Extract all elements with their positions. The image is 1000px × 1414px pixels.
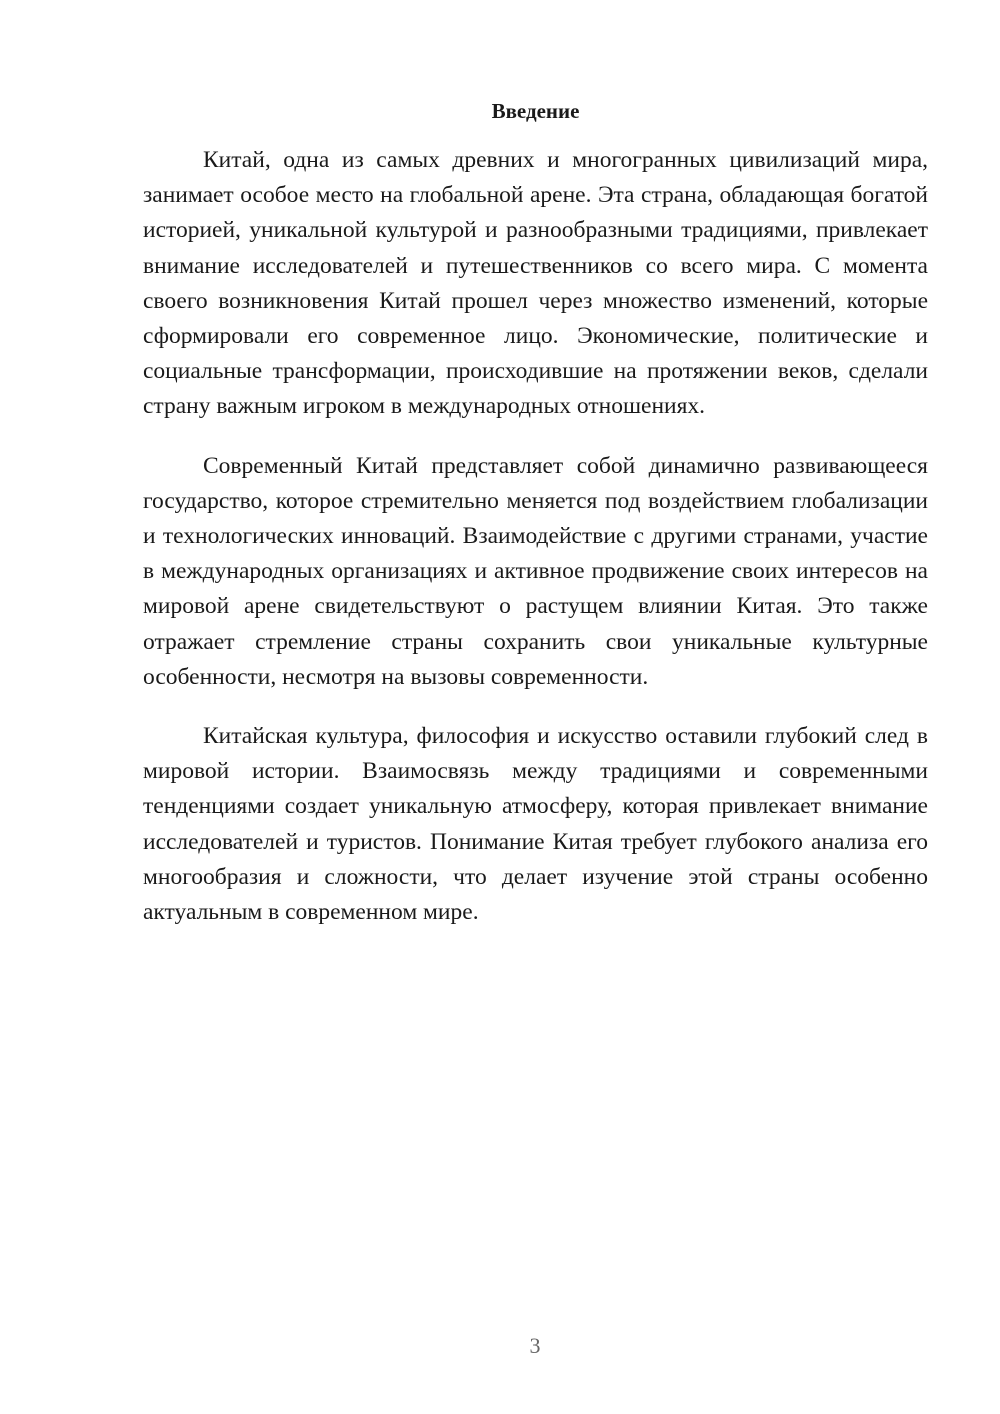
body-text — [143, 143, 928, 954]
paragraph-2: Современный Китай представляет собой динамично развивающееся государство, которое стремительно меняется под воздействием глобализации и технологических инноваций. Взаимодействие с другими странами, участие в международных организациях и активное продвижение своих интересов на мировой арене свидетельствуют о растущем влиянии Китая. Это также отражает стремление страны сохранить свои уникальные культурные особенности, несмотря на вызовы современности. — [143, 452, 928, 690]
page-number: 3 — [529, 1333, 541, 1358]
paragraph-3: Китайская культура, философия и искусство оставили глубокий след в мировой истории. Взаимосвязь между традициями и современными тенденциями создает уникальную атмосферу, которая привлекает внимание исследователей и туристов. Понимание Китая требует глубокого анализа его многообразия и сложности, что делает изучение этой страны особенно актуальным в современном мире. — [143, 723, 928, 926]
paragraph-1: Китай, одна из самых древних и многогранных цивилизаций мира, занимает особое место на глобальной арене. Эта страна, обладающая богатой историей, уникальной культурой и разнообразными традициями, привлекает внимание исследователей и путешественников со всего мира. С момента своего возникновения Китай прошел через множество изменений, которые сформировали его современное лицо. Экономические, политические и социальные трансформации, происходившие на протяжении веков, сделали страну важным игроком в международных отношениях. — [143, 147, 928, 420]
section-heading: Введение — [491, 99, 580, 123]
